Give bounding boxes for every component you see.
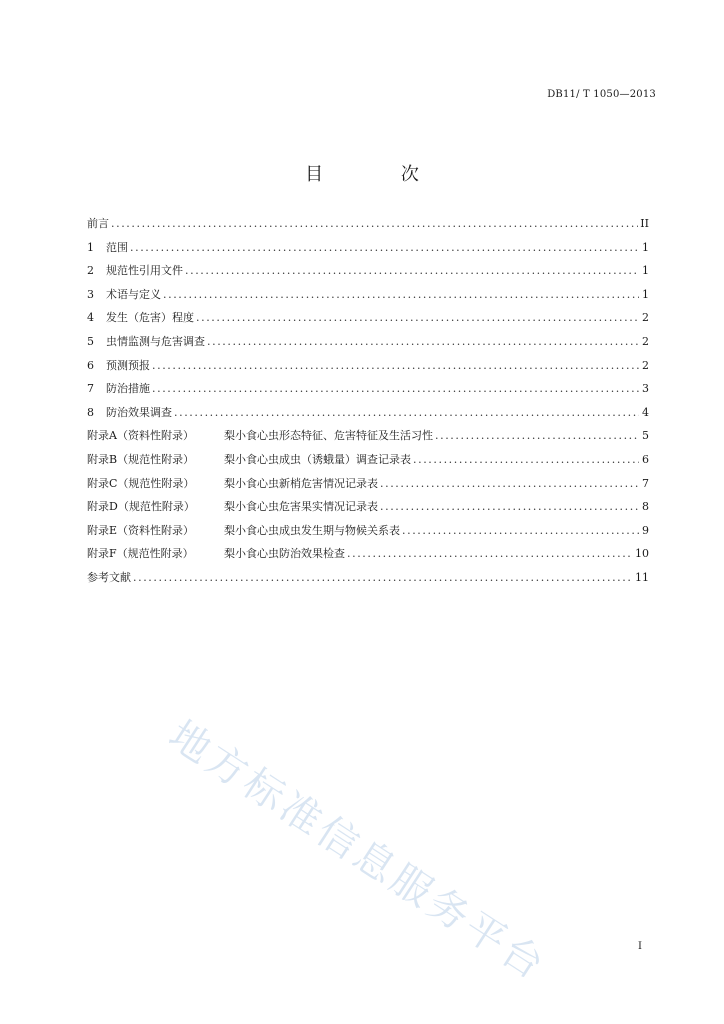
toc-entry-number: 5 [87, 334, 94, 348]
toc-entry-page: II [640, 217, 649, 230]
toc-entry-monitoring[interactable] [87, 333, 649, 357]
leader-dots [163, 288, 639, 301]
toc-entry-page: 2 [642, 358, 649, 372]
toc-entry-forecast[interactable] [87, 357, 649, 381]
toc-entry-number: 7 [87, 382, 94, 396]
toc-entry-number: 1 [87, 240, 94, 254]
toc-entry-page: 1 [642, 264, 649, 278]
toc-entry-label: 预测预报 [106, 358, 150, 372]
toc-entry-number: 6 [87, 358, 94, 372]
appendix-prefix: 附录F（规范性附录） [87, 547, 194, 561]
leader-dots [174, 406, 639, 419]
table-of-contents [87, 215, 649, 593]
toc-entry-references[interactable] [87, 569, 649, 593]
appendix-prefix: 附录D（规范性附录） [87, 500, 195, 514]
toc-entry-scope[interactable] [87, 239, 649, 263]
leader-dots [133, 571, 633, 584]
toc-entry-number: 4 [87, 311, 94, 325]
toc-entry-label: 梨小食心虫防治效果检查 [224, 547, 345, 561]
toc-entry-appendix-b[interactable] [87, 451, 649, 475]
toc-entry-label: 发生（危害）程度 [106, 311, 194, 325]
toc-entry-label: 参考文献 [87, 570, 131, 584]
toc-entry-page: 3 [642, 382, 649, 396]
toc-entry-appendix-d[interactable] [87, 498, 649, 522]
toc-entry-foreword[interactable] [87, 215, 649, 239]
leader-dots [111, 217, 638, 230]
toc-entry-page: 4 [642, 405, 649, 419]
toc-entry-number: 3 [87, 287, 94, 301]
toc-entry-page: 2 [642, 334, 649, 348]
toc-entry-control-measures[interactable] [87, 380, 649, 404]
leader-dots [196, 311, 639, 324]
page-title: 目 次 [305, 164, 455, 185]
toc-entry-appendix-a[interactable] [87, 427, 649, 451]
leader-dots [435, 429, 639, 442]
watermark: 地方标准信息服务平台 [160, 712, 555, 991]
appendix-prefix: 附录C（规范性附录） [87, 476, 195, 490]
toc-entry-effect-survey[interactable] [87, 404, 649, 428]
toc-entry-label: 防治效果调查 [106, 405, 172, 419]
leader-dots [152, 359, 639, 372]
toc-entry-label: 梨小食心虫成虫发生期与物候关系表 [224, 523, 400, 537]
leader-dots [347, 547, 633, 560]
toc-entry-appendix-e[interactable] [87, 522, 649, 546]
appendix-prefix: 附录B（规范性附录） [87, 452, 195, 466]
toc-entry-appendix-c[interactable] [87, 475, 649, 499]
appendix-prefix: 附录A（资料性附录） [87, 429, 194, 443]
toc-entry-page: 11 [635, 570, 649, 584]
toc-entry-occurrence-degree[interactable] [87, 309, 649, 333]
toc-entry-page: 8 [642, 500, 649, 514]
standard-code: DB11/ T 1050—2013 [547, 89, 656, 100]
toc-entry-label: 范围 [106, 240, 128, 254]
toc-entry-page: 5 [642, 429, 649, 443]
toc-entry-page: 2 [642, 311, 649, 325]
toc-entry-page: 7 [642, 476, 649, 490]
leader-dots [185, 264, 639, 277]
toc-entry-label: 术语与定义 [106, 287, 161, 301]
leader-dots [413, 453, 639, 466]
toc-entry-page: 10 [635, 547, 649, 561]
toc-entry-label: 梨小食心虫新梢危害情况记录表 [224, 476, 378, 490]
toc-entry-page: 6 [642, 452, 649, 466]
leader-dots [380, 477, 639, 490]
leader-dots [380, 500, 639, 513]
toc-entry-page: 9 [642, 523, 649, 537]
toc-entry-normative-references[interactable] [87, 262, 649, 286]
toc-entry-terms[interactable] [87, 286, 649, 310]
toc-entry-number: 8 [87, 405, 94, 419]
toc-entry-label: 梨小食心虫危害果实情况记录表 [224, 500, 378, 514]
toc-entry-label: 梨小食心虫形态特征、危害特征及生活习性 [224, 429, 433, 443]
toc-entry-label: 规范性引用文件 [106, 264, 183, 278]
toc-entry-label: 梨小食心虫成虫（诱蛾量）调查记录表 [224, 452, 411, 466]
page-number: I [638, 941, 642, 952]
leader-dots [207, 335, 639, 348]
toc-entry-page: 1 [642, 240, 649, 254]
toc-entry-label: 防治措施 [106, 382, 150, 396]
appendix-prefix: 附录E（资料性附录） [87, 523, 195, 537]
leader-dots [130, 241, 639, 254]
toc-entry-number: 2 [87, 264, 94, 278]
toc-entry-label: 虫情监测与危害调查 [106, 334, 205, 348]
toc-entry-appendix-f[interactable] [87, 545, 649, 569]
toc-entry-page: 1 [642, 287, 649, 301]
toc-entry-label: 前言 [87, 217, 109, 230]
leader-dots [402, 524, 639, 537]
leader-dots [152, 382, 639, 395]
